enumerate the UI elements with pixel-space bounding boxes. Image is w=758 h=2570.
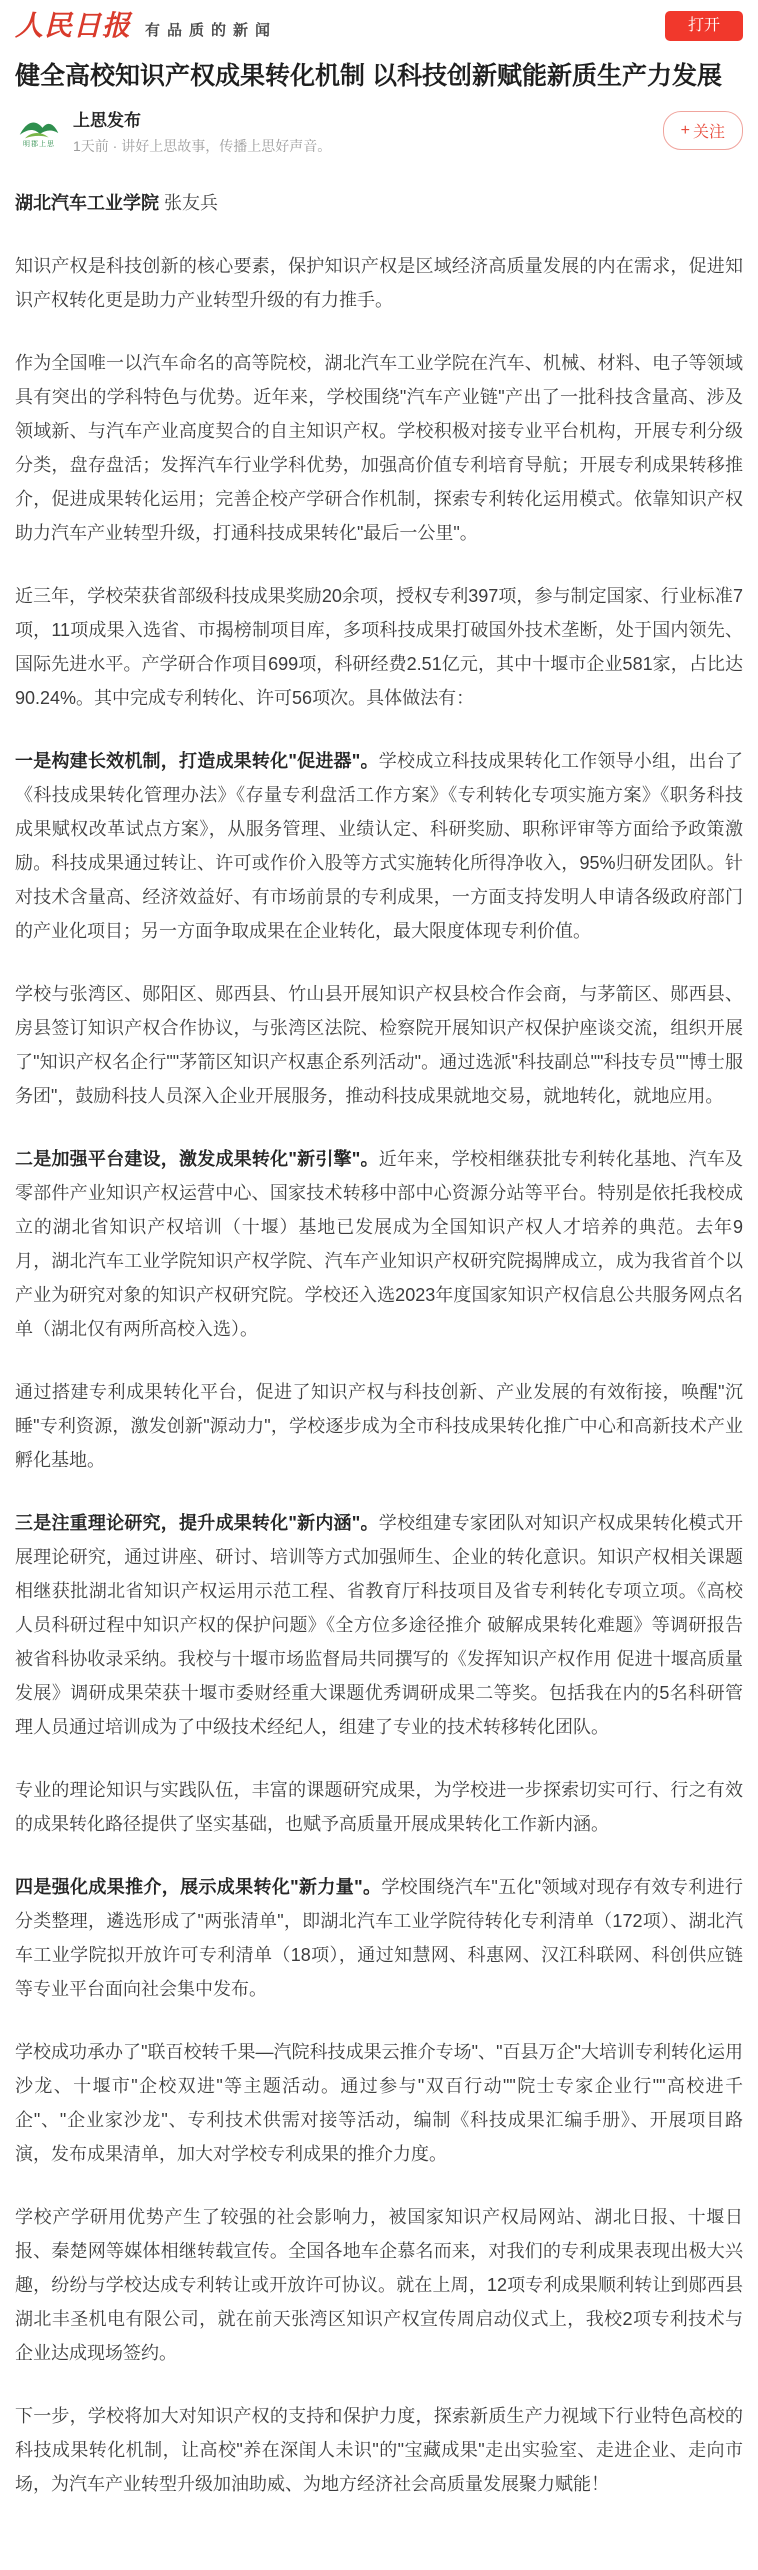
paragraph-lead: 四是强化成果推介，展示成果转化"新力量"。 <box>15 1876 382 1897</box>
article-paragraph: 二是加强平台建设，激发成果转化"新引擎"。近年来，学校相继获批专利转化基地、汽车及零部件产业知识产权运营中心、国家技术转移中部中心资源分站等平台。特别是依托我校成立的湖北省知识产权培训（十堰）基地已发展成为全国知识产权人才培养的典范。去年9月，湖北汽车工业学院知识产权学院、汽车产业知识产权研究院揭牌成立，成为我省首个以产业为研究对象的知识产权研究院。学校还入选2023年度国家知识产权信息公共服务网点名单（湖北仅有两所高校入选）。 <box>15 1148 744 1339</box>
article-paragraph: 学校成功承办了"联百校转千果—汽院科技成果云推介专场"、"百县万企"大培训专利转化运用沙龙、十堰市"企校双进"等主题活动。通过参与"双百行动""院士专家企业行""高校进千企"、"企业家沙龙"、专利技术供需对接等活动，编制《科技成果汇编手册》、开展项目路演，发布成果清单，加大对学校专利成果的推介力度。 <box>15 2041 743 2164</box>
article-paragraph: 一是构建长效机制，打造成果转化"促进器"。学校成立科技成果转化工作领导小组，出台了《科技成果转化管理办法》《存量专利盘活工作方案》《专利转化专项实施方案》《职务科技成果赋权改革试点方案》，从服务管理、业绩认定、科研奖励、职称评审等方面给予政策激励。科技成果通过转让、许可或作价入股等方式实施转化所得净收入，95%归研发团队。针对技术含量高、经济效益好、有市场前景的专利成果，一方面支持发明人申请各级政府部门的产业化项目；另一方面争取成果在企业转化，最大限度体现专利价值。 <box>15 750 744 941</box>
article-paragraph: 近三年，学校荣获省部级科技成果奖励20余项，授权专利397项，参与制定国家、行业标准7项，11项成果入选省、市揭榜制项目库，多项科技成果打破国外技术垄断，处于国内领先、国际先进水平。产学研合作项目699项，科研经费2.51亿元，其中十堰市企业581家，占比达90.24%。其中完成专利转化、许可56项次。具体做法有： <box>15 585 743 708</box>
article-byline <box>15 186 743 220</box>
article-body <box>15 249 743 2501</box>
article-paragraph: 下一步，学校将加大对知识产权的支持和保护力度，探索新质生产力视域下行业特色高校的科技成果转化机制，让高校"养在深闺人未识"的"宝藏成果"走出实验室、走进企业、走向市场，为汽车产业转型升级加油助威、为地方经济社会高质量发展聚力赋能！ <box>15 2405 743 2494</box>
author-info <box>73 106 663 156</box>
byline-author: 张友兵 <box>164 192 219 213</box>
paragraph-lead: 三是注重理论研究，提升成果转化"新内涵"。 <box>15 1512 379 1533</box>
paragraph-lead: 二是加强平台建设，激发成果转化"新引擎"。 <box>15 1148 379 1169</box>
article-paragraph: 学校与张湾区、郧阳区、郧西县、竹山县开展知识产权县校合作会商，与茅箭区、郧西县、房县签订知识产权合作协议，与张湾区法院、检察院开展知识产权保护座谈交流，组织开展了"知识产权名企行""茅箭区知识产权惠企系列活动"。通过选派"科技副总""科技专员""博士服务团"，鼓励科技人员深入企业开展服务，推动科技成果就地交易，就地转化，就地应用。 <box>15 983 743 1106</box>
paragraph-lead: 一是构建长效机制，打造成果转化"促进器"。 <box>15 750 379 771</box>
article-paragraph: 知识产权是科技创新的核心要素，保护知识产权是区域经济高质量发展的内在需求，促进知识产权转化更是助力产业转型升级的有力推手。 <box>15 255 743 310</box>
article-paragraph: 四是强化成果推介，展示成果转化"新力量"。学校围绕汽车"五化"领域对现存有效专利进行分类整理，遴选形成了"两张清单"，即湖北汽车工业学院待转化专利清单（172项）、湖北汽车工业学院拟开放许可专利清单（18项），通过知慧网、科惠网、汉江科联网、科创供应链等专业平台面向社会集中发布。 <box>15 1876 743 1999</box>
avatar-caption: 明郡上思 <box>23 140 55 148</box>
byline-institution: 湖北汽车工业学院 <box>15 192 159 213</box>
peoples-daily-logotype: 人民日报 <box>15 9 132 42</box>
follow-button[interactable] <box>663 111 743 150</box>
article-paragraph: 作为全国唯一以汽车命名的高等院校，湖北汽车工业学院在汽车、机械、材料、电子等领域具有突出的学科特色与优势。近年来，学校围绕"汽车产业链"产出了一批科技含量高、涉及领域新、与汽车产业高度契合的自主知识产权。学校积极对接专业平台机构，开展专利分级分类，盘存盘活；发挥汽车行业学科优势，加强高价值专利培育导航；开展专利成果转移推介，促进成果转化运用；完善企校产学研合作机制，探索专利转化运用模式。依靠知识产权助力汽车产业转型升级，打通科技成果转化"最后一公里"。 <box>15 352 743 543</box>
peoples-daily-logo[interactable] <box>15 9 278 42</box>
article-paragraph: 三是注重理论研究，提升成果转化"新内涵"。学校组建专家团队对知识产权成果转化模式开展理论研究，通过讲座、研讨、培训等方式加强师生、企业的转化意识。知识产权相关课题相继获批湖北省知识产权运用示范工程、省教育厅科技项目及省专利转化专项立项。《高校人员科研过程中知识产权的保护问题》《全方位多途径推介 破解成果转化难题》等调研报告被省科协收录采纳。我校与十堰市场监督局共同撰写的《发挥知识产权作用 促进十堰高质量发展》调研成果荣获十堰市委财经重大课题优秀调研成果二等奖。包括我在内的5名科研管理人员通过培训成为了中级技术经纪人，组建了专业的技术转移转化团队。 <box>15 1512 744 1737</box>
author-name[interactable]: 上思发布 <box>73 110 141 130</box>
article-paragraph: 学校产学研用优势产生了较强的社会影响力，被国家知识产权局网站、湖北日报、十堰日报、秦楚网等媒体相继转载宣传。全国各地车企慕名而来，对我们的专利成果表现出极大兴趣，纷纷与学校达成专利转让或开放许可协议。就在上周，12项专利成果顺利转让到郧西县湖北丰圣机电有限公司，就在前天张湾区知识产权宣传周启动仪式上，我校2项专利技术与企业达成现场签约。 <box>15 2206 743 2363</box>
article-paragraph: 专业的理论知识与实践队伍，丰富的课题研究成果，为学校进一步探索切实可行、行之有效的成果转化路径提供了坚实基础，也赋予高质量开展成果转化工作新内涵。 <box>15 1779 743 1834</box>
article-title: 健全高校知识产权成果转化机制 以科技创新赋能新质生产力发展 <box>15 62 722 90</box>
open-app-button[interactable]: 打开 <box>665 11 743 41</box>
app-header <box>15 0 743 48</box>
mountains-logo-icon <box>18 113 60 141</box>
author-row <box>15 106 743 156</box>
plus-icon: + <box>680 121 690 139</box>
article-paragraph: 通过搭建专利成果转化平台，促进了知识产权与科技创新、产业发展的有效衔接，唤醒"沉睡"专利资源，激发创新"源动力"，学校逐步成为全市科技成果转化推广中心和高新技术产业孵化基地。 <box>15 1381 743 1470</box>
logo-tagline: 有品质的新闻 <box>145 22 278 39</box>
author-meta: 1天前 · 讲好上思故事，传播上思好声音。 <box>73 137 332 154</box>
avatar[interactable] <box>15 107 63 155</box>
follow-button-label: 关注 <box>692 124 725 142</box>
